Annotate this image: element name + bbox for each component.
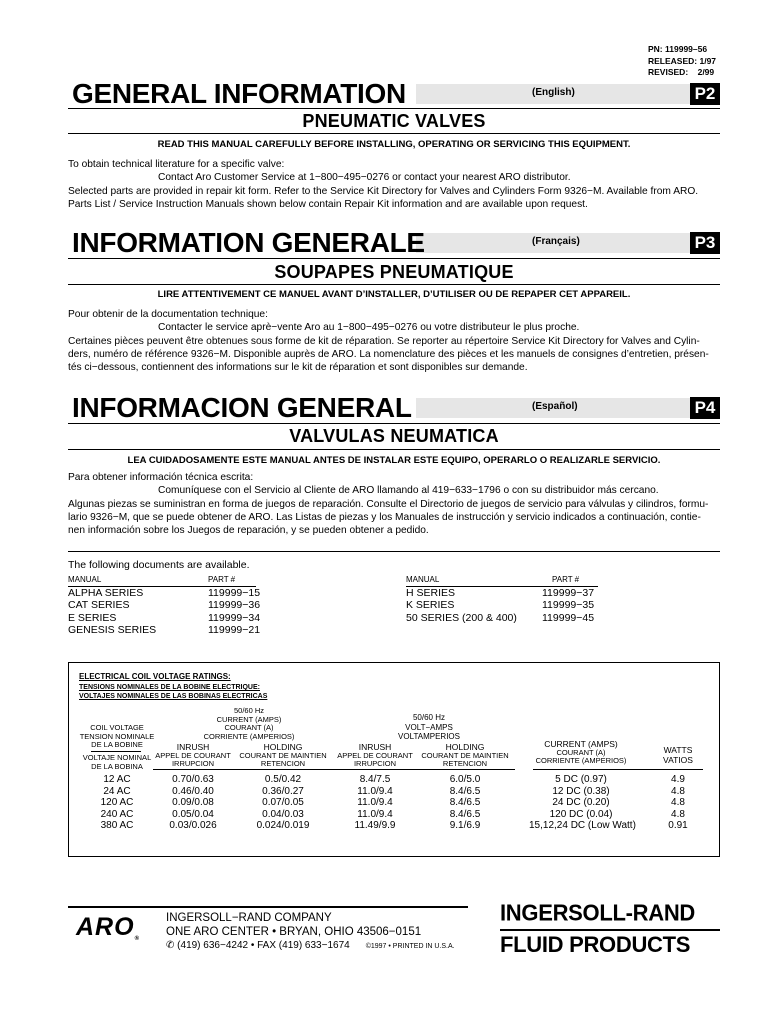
- header-inrush-current: INRUSH APPEL DE COURANT IRRUPCION: [155, 742, 231, 768]
- table-cell: 4.8: [671, 785, 685, 797]
- table-cell: 4.8: [671, 797, 685, 808]
- warning-text: READ THIS MANUAL CAREFULLY BEFORE INSTALLING, OPERATING OR SERVICING THIS EQUIPMENT.: [157, 139, 631, 150]
- header-coil-voltage: COIL VOLTAGE TENSION NOMINALE DE LA BOBINE: [79, 723, 155, 749]
- table-title-fr: TENSIONS NOMINALES DE LA BOBINE ELECTRIQUE:: [79, 684, 260, 691]
- divider: [68, 258, 720, 259]
- section-title: INFORMATION GENERALE: [72, 227, 425, 258]
- list-item: ALPHA SERIES 119999−15: [68, 586, 261, 599]
- document-info: [648, 44, 716, 79]
- brand-fluid-products: FLUID PRODUCTS: [500, 932, 691, 957]
- section-subtitle: SOUPAPES PNEUMATIQUE: [274, 262, 514, 282]
- table-cell: 11.0/9.4: [357, 808, 393, 820]
- list-item: K SERIES 119999−35: [406, 599, 595, 611]
- header-inrush-va: INRUSH APPEL DE COURANT IRRUPCION: [337, 742, 413, 768]
- language-label: (Español): [532, 401, 578, 412]
- table-cell: 5 DC (0.97): [555, 774, 607, 785]
- warning-text: LIRE ATTENTIVEMENT CE MANUEL AVANT D’INSTALLER, D’UTILISER OU DE REPAPER CET APPAREIL.: [157, 289, 631, 300]
- table-cell: 12 AC: [103, 774, 131, 785]
- table-cell: 240 AC: [100, 808, 134, 820]
- column-header-manual: MANUAL: [68, 575, 102, 584]
- section-title: GENERAL INFORMATION: [72, 78, 406, 109]
- footer-address: [166, 912, 455, 954]
- released-date: RELEASED: 1/97: [648, 55, 717, 66]
- divider: [68, 423, 720, 424]
- divider: [68, 133, 720, 134]
- column-header-part: PART #: [552, 575, 580, 584]
- table-cell: 15,12,24 DC (Low Watt): [529, 820, 636, 831]
- section-subtitle: PNEUMATIC VALVES: [302, 111, 486, 131]
- coil-voltage-table: [68, 662, 720, 857]
- table-cell: 0.36/0.27: [262, 785, 304, 797]
- divider: [68, 551, 720, 552]
- list-item: CAT SERIES 119999−36: [68, 599, 261, 611]
- documents-list-right: [406, 574, 594, 624]
- divider: [68, 284, 720, 285]
- page-badge: P4: [690, 397, 720, 419]
- table-cell: 0.07/0.05: [262, 797, 304, 808]
- table-cell: 8.4/7.5: [359, 774, 391, 785]
- table-cell: 11.0/9.4: [357, 785, 393, 797]
- brand-divider: [500, 929, 720, 931]
- table-cell: 0.46/0.40: [172, 785, 214, 797]
- table-cell: 0.03/0.026: [169, 820, 217, 831]
- header-watts: WATTS VATIOS: [663, 745, 693, 765]
- column-header-manual: MANUAL: [406, 575, 440, 584]
- language-label: (English): [532, 87, 575, 98]
- aro-logo: ARO®: [76, 913, 140, 942]
- section-body: Para obtener información técnica escrita: Comuníquese con el Servicio al Cliente de ARO llamando al 419−633−1796 o con su distribuidor más cercano. Algunas piezas se suministran en forma de juegos de reparación. Consulte el Directorio de juegos de servicio para válvulas y cilindros, formu- lario 9326−M, que se puede obtener de ARO. Las Listas de piezas y los Manuales de instrucción y servicio indicados a continuación, contie- nen información sobre los Juegos de reparación, y se pueden obtener a pedido.: [68, 472, 709, 537]
- table-cell: 0.5/0.42: [264, 774, 302, 785]
- header-holding-current: HOLDING COURANT DE MAINTIEN RETENCION: [239, 742, 327, 768]
- table-cell: 4.8: [671, 808, 685, 820]
- table-cell: 0.91: [668, 820, 688, 831]
- brand-ingersoll-rand: INGERSOLL-RAND: [500, 899, 696, 926]
- header-dc-current: CURRENT (AMPS) COURANT (A) CORRIENTE (AMPERIOS): [535, 739, 627, 765]
- language-label: (Français): [532, 236, 580, 247]
- part-number: PN: 119999–56: [648, 44, 708, 54]
- list-item: GENESIS SERIES 119999−21: [68, 624, 261, 636]
- table-cell: 4.9: [671, 774, 685, 785]
- page-badge: P2: [690, 83, 720, 105]
- table-cell: 8.4/6.5: [449, 808, 481, 820]
- section-title: INFORMACION GENERAL: [72, 392, 412, 423]
- column-header-part: PART #: [208, 575, 236, 584]
- list-item: E SERIES 119999−34: [68, 611, 261, 624]
- documents-list-left: [68, 574, 260, 637]
- table-cell: 8.4/6.5: [449, 797, 481, 808]
- company-phone: (419) 636−4242 • FAX (419) 633−1674: [177, 940, 350, 951]
- copyright: ©1997 • PRINTED IN U.S.A.: [365, 943, 455, 950]
- table-cell: 24 DC (0.20): [552, 797, 610, 808]
- header-volt-amps: 50/60 Hz VOLT−AMPS VOLTAMPERIOS: [398, 713, 460, 741]
- table-cell: 0.05/0.04: [172, 808, 214, 820]
- header-coil-voltage-es: VOLTAJE NOMINAL DE LA BOBINA: [82, 753, 152, 771]
- list-item: H SERIES 119999−37: [406, 586, 595, 599]
- list-item: 50 SERIES (200 & 400) 119999−45: [406, 611, 595, 624]
- table-cell: 0.024/0.019: [256, 820, 310, 831]
- divider: [68, 108, 720, 109]
- header-holding-va: HOLDING COURANT DE MAINTIEN RETENCION: [421, 742, 509, 768]
- section-header-french: [68, 229, 720, 257]
- company-address: ONE ARO CENTER • BRYAN, OHIO 43506−0151: [166, 925, 422, 938]
- table-cell: 120 DC (0.04): [549, 808, 613, 820]
- table-cell: 8.4/6.5: [449, 785, 481, 797]
- section-subtitle: VALVULAS NEUMATICA: [289, 426, 499, 446]
- section-header-spanish: [68, 394, 720, 422]
- table-title-es: VOLTAJES NOMINALES DE LAS BOBINAS ELECTRICAS: [79, 693, 268, 700]
- header-current: 50/60 Hz CURRENT (AMPS) COURANT (A) CORRIENTE (AMPERIOS): [203, 706, 295, 741]
- table-cell: 120 AC: [100, 797, 134, 808]
- table-cell: 380 AC: [100, 820, 134, 831]
- table-cell: 0.70/0.63: [172, 774, 214, 785]
- footer-divider: [68, 906, 468, 908]
- section-body: To obtain technical literature for a specific valve: Contact Aro Customer Service at 1−800−495−0276 or contact your nearest ARO distributor. Selected parts are provided in repair kit form. Refer to the Service Kit Directory for Valves and Cylinders Form 9326−M. Available from ARO. Parts List / Service Instruction Manuals shown below contain Repair Kit information and are available upon request.: [68, 159, 699, 210]
- page-badge: P3: [690, 232, 720, 254]
- section-header-english: [68, 80, 720, 108]
- documents-intro: The following documents are available.: [68, 559, 250, 571]
- section-body: Pour obtenir de la documentation technique: Contacter le service aprè−vente Aro au 1−800−495−0276 ou votre distributeur le plus proche. Certaines pièces peuvent être obtenues sous forme de kit de réparation. Se reporter au répertoire Service Kit Directory for Valves and Cylin- ders, numéro de référence 9326−M. Disponible auprès de ARO. La nomenclature des pièces et les manuels de consignes d’entretien, présen- tés ci−dessous, contiennent des informations sur le kit de réparation et sont disponibles sur demande.: [68, 309, 709, 374]
- table-cell: 9.1/6.9: [449, 820, 481, 831]
- table-cell: 6.0/5.0: [449, 774, 481, 785]
- divider: [68, 449, 720, 450]
- table-cell: 11.0/9.4: [357, 797, 393, 808]
- company-name: INGERSOLL−RAND COMPANY: [166, 912, 332, 924]
- revised-date: REVISED: 2/99: [648, 67, 715, 77]
- table-cell: 0.09/0.08: [172, 797, 214, 808]
- table-cell: 24 AC: [103, 785, 131, 797]
- table-title: ELECTRICAL COIL VOLTAGE RATINGS:: [79, 672, 231, 681]
- phone-icon: ✆: [166, 940, 175, 951]
- table-cell: 11.49/9.9: [354, 820, 396, 831]
- warning-text: LEA CUIDADOSAMENTE ESTE MANUAL ANTES DE INSTALAR ESTE EQUIPO, OPERARLO O REALIZARLE SERVICIO.: [127, 455, 661, 466]
- table-cell: 0.04/0.03: [262, 808, 304, 820]
- table-cell: 12 DC (0.38): [552, 785, 610, 797]
